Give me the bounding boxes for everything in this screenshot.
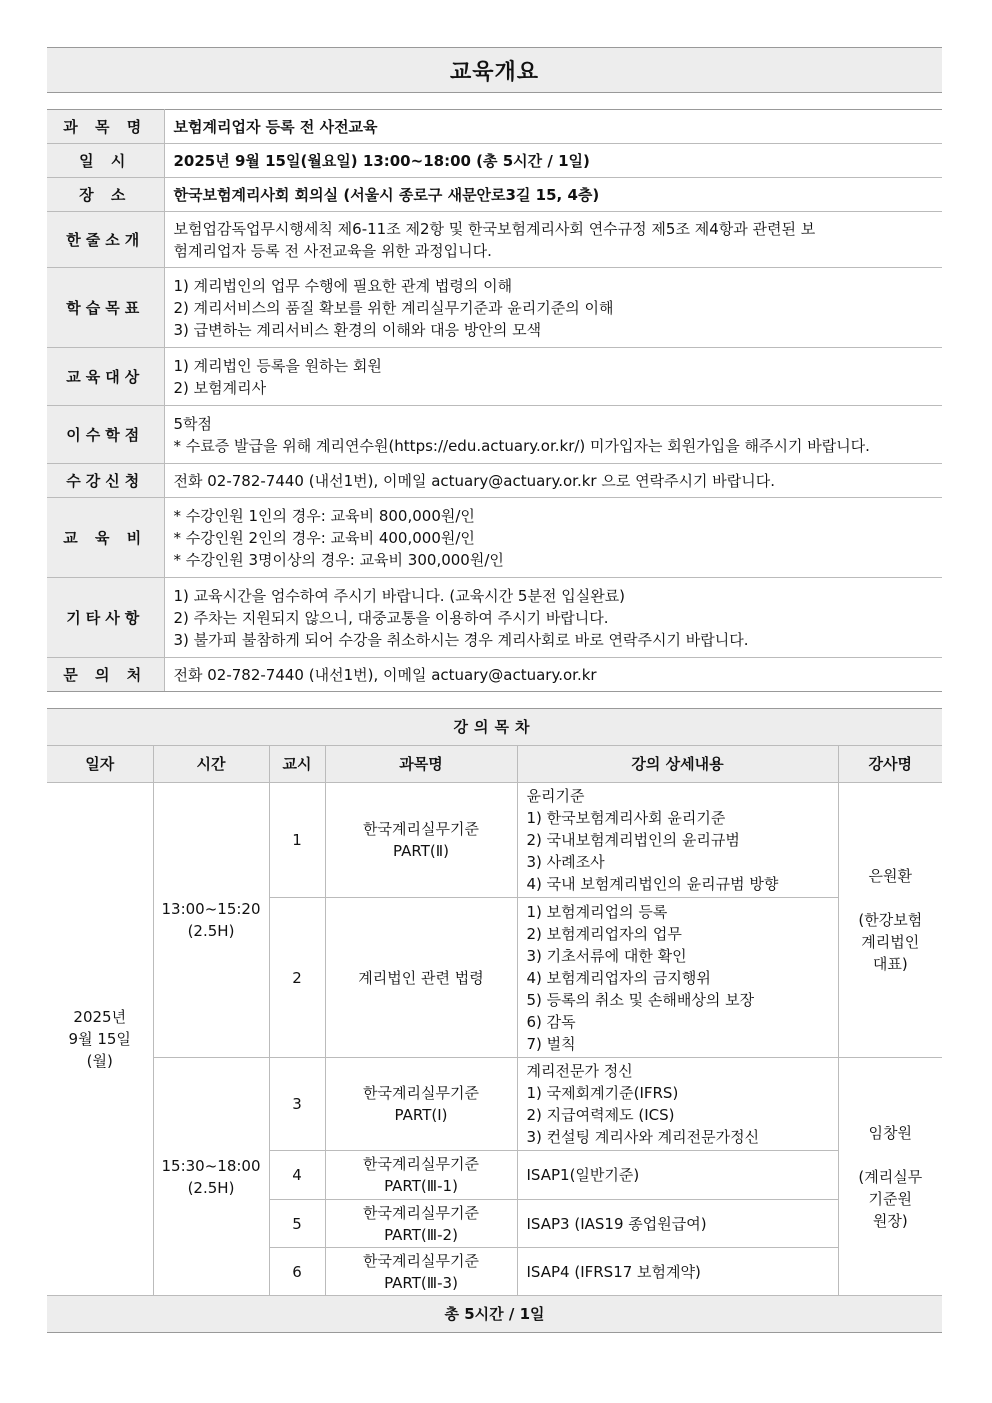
value-line: 3) 불가피 불참하게 되어 수강을 취소하시는 경우 계리사회로 바로 연락주시기 바랍니다. [173, 630, 749, 649]
subject-name [325, 1058, 517, 1151]
lecture-date [47, 783, 153, 1296]
lecture-details [517, 1200, 838, 1248]
value-line: 험계리업자 등록 전 사전교육을 위한 과정입니다. [173, 241, 492, 260]
detail-line: 윤리기준 [526, 787, 585, 805]
detail-line: 6) 감독 [526, 1012, 576, 1031]
detail-line: 3) 컨설팅 계리사와 계리전문가정신 [526, 1128, 760, 1146]
detail-line: 1) 국제회계기준(IFRS) [526, 1084, 679, 1102]
instructor-line: 기준원 [868, 1189, 913, 1208]
row-value [164, 110, 942, 144]
row-label: 이수학점 [47, 406, 164, 464]
subject-name [325, 898, 517, 1058]
value-line: * 수료증 발급을 위해 계리연수원(https://edu.actuary.or.kr/) 미가입자는 회원가입을 해주시기 바랍니다. [173, 436, 870, 455]
lecture-details [517, 783, 838, 898]
detail-line: 계리전문가 정신 [526, 1062, 633, 1080]
instructor [838, 783, 942, 1058]
schedule-table [47, 708, 942, 1333]
detail-line: 1) 보험계리업의 등록 [526, 902, 668, 921]
period-number: 2 [269, 898, 325, 1058]
overview-row [47, 658, 942, 692]
instructor-line [840, 1144, 942, 1166]
detail-line: 4) 국내 보험계리법인의 윤리규범 방향 [526, 875, 779, 893]
detail-line: 3) 기초서류에 대한 확인 [526, 946, 687, 965]
session-time [153, 1058, 269, 1296]
subject-line: 한국계리실무기준 [363, 1251, 479, 1270]
overview-table [47, 109, 942, 692]
overview-row [47, 212, 942, 268]
row-label: 일 시 [47, 144, 164, 178]
row-label: 교육대상 [47, 348, 164, 406]
subject-line: 한국계리실무기준 [363, 1155, 479, 1173]
row-value [164, 464, 942, 498]
value-line: * 수강인원 3명이상의 경우: 교육비 300,000원/인 [173, 550, 504, 569]
period-number: 4 [269, 1151, 325, 1200]
column-header: 교시 [269, 746, 325, 783]
period-number: 1 [269, 783, 325, 898]
value-line: 전화 02-782-7440 (내선1번), 이메일 actuary@actuary.or.kr 으로 연락주시기 바랍니다. [173, 471, 776, 490]
row-label: 한줄소개 [47, 212, 164, 268]
column-header: 과목명 [325, 746, 517, 783]
date-line: 2025년 [73, 1008, 127, 1026]
overview-row [47, 498, 942, 578]
value-line: 2) 주차는 지원되지 않으니, 대중교통을 이용하여 주시기 바랍니다. [173, 608, 609, 627]
value-line: * 수강인원 2인의 경우: 교육비 400,000원/인 [173, 528, 475, 547]
row-label: 수강신청 [47, 464, 164, 498]
document [47, 47, 942, 1333]
schedule-caption: 강의목차 [47, 709, 942, 746]
subject-line: 한국계리실무기준 [363, 1084, 479, 1102]
row-label: 장 소 [47, 178, 164, 212]
subject-line: PART(Ⅲ-1) [384, 1177, 458, 1195]
value-line: 5학점 [173, 414, 213, 433]
value-line: 2) 계리서비스의 품질 확보를 위한 계리실무기준과 윤리기준의 이해 [173, 298, 614, 317]
row-value [164, 578, 942, 658]
subject-name [325, 1200, 517, 1248]
row-label: 기타사항 [47, 578, 164, 658]
overview-row [47, 110, 942, 144]
detail-line: 5) 등록의 취소 및 손해배상의 보장 [526, 990, 755, 1009]
instructor-line: (계리실무 [858, 1167, 923, 1186]
overview-row [47, 268, 942, 348]
detail-line: 1) 한국보험계리사회 윤리기준 [526, 809, 726, 827]
subject-name [325, 1151, 517, 1200]
value-line: 1) 계리법인 등록을 원하는 회원 [173, 356, 382, 375]
period-number: 6 [269, 1248, 325, 1296]
lecture-details [517, 898, 838, 1058]
value-line: * 수강인원 1인의 경우: 교육비 800,000원/인 [173, 506, 475, 525]
value-line: 1) 계리법인의 업무 수행에 필요한 관계 법령의 이해 [173, 276, 513, 295]
subject-name [325, 783, 517, 898]
column-header: 강의 상세내용 [517, 746, 838, 783]
time-line: (2.5H) [187, 922, 235, 940]
subject-line: 한국계리실무기준 [363, 1203, 479, 1222]
row-value [164, 658, 942, 692]
row-label: 문 의 처 [47, 658, 164, 692]
overview-row [47, 178, 942, 212]
row-value [164, 498, 942, 578]
overview-row [47, 144, 942, 178]
value-line: 보험계리업자 등록 전 사전교육 [173, 117, 378, 136]
overview-row [47, 406, 942, 464]
value-line: 2) 보험계리사 [173, 378, 267, 397]
time-line: 15:30~18:00 [161, 1156, 261, 1175]
detail-line: 2) 보험계리업자의 업무 [526, 924, 682, 943]
instructor [838, 1058, 942, 1296]
row-value [164, 144, 942, 178]
value-line: 보험업감독업무시행세칙 제6-11조 제2항 및 한국보험계리사회 연수규정 제5조 제4항과 관련된 보 [173, 219, 816, 238]
date-line: (월) [86, 1052, 113, 1070]
instructor-line: (한강보험 [858, 911, 923, 929]
value-line: 전화 02-782-7440 (내선1번), 이메일 actuary@actuary.or.kr [173, 665, 597, 684]
subject-name [325, 1248, 517, 1296]
row-value [164, 178, 942, 212]
lecture-details [517, 1248, 838, 1296]
column-header: 일자 [47, 746, 153, 783]
date-line: 9월 15일 [68, 1030, 131, 1048]
detail-line: 2) 지급여력제도 (ICS) [526, 1106, 675, 1124]
detail-line: 4) 보험계리업자의 금지행위 [526, 968, 711, 987]
detail-line: ISAP4 (IFRS17 보험계약) [526, 1262, 701, 1281]
instructor-line: 은원환 [868, 867, 913, 885]
row-value [164, 212, 942, 268]
period-number: 5 [269, 1200, 325, 1248]
row-value [164, 268, 942, 348]
value-line: 1) 교육시간을 엄수하여 주시기 바랍니다. (교육시간 5분전 입실완료) [173, 586, 626, 605]
value-line: 2025년 9월 15일(월요일) 13:00~18:00 (총 5시간 / 1일) [173, 151, 590, 170]
column-header: 시간 [153, 746, 269, 783]
row-label: 교 육 비 [47, 498, 164, 578]
session-time [153, 783, 269, 1058]
subject-line: PART(Ⅲ-2) [384, 1225, 458, 1244]
row-value [164, 348, 942, 406]
value-line: 한국보험계리사회 회의실 (서울시 종로구 새문안로3길 15, 4층) [173, 185, 600, 204]
row-label: 과 목 명 [47, 110, 164, 144]
schedule-footer-row [47, 1296, 942, 1333]
column-header: 강사명 [838, 746, 942, 783]
overview-row [47, 464, 942, 498]
subject-line: PART(Ⅲ-3) [384, 1273, 458, 1292]
subject-line: PART(Ⅱ) [393, 842, 449, 860]
instructor-line: 계리법인 [861, 933, 920, 951]
detail-line: 3) 사례조사 [526, 853, 605, 871]
lecture-details [517, 1058, 838, 1151]
subject-line: 한국계리실무기준 [363, 820, 479, 838]
instructor-line: 원장) [872, 1211, 908, 1230]
schedule-total: 총 5시간 / 1일 [47, 1296, 942, 1333]
time-line: (2.5H) [187, 1178, 235, 1197]
subject-line: PART(Ⅰ) [394, 1106, 448, 1124]
lecture-details [517, 1151, 838, 1200]
table-row [47, 783, 942, 898]
time-line: 13:00~15:20 [161, 900, 261, 918]
instructor-line [840, 887, 942, 909]
detail-line: ISAP1(일반기준) [526, 1166, 640, 1184]
schedule-header-row [47, 746, 942, 783]
page-title: 교육개요 [47, 47, 942, 93]
detail-line: ISAP3 (IAS19 종업원급여) [526, 1214, 707, 1233]
instructor-line: 대표) [872, 955, 908, 973]
row-label: 학습목표 [47, 268, 164, 348]
detail-line: 2) 국내보험계리법인의 윤리규범 [526, 831, 740, 849]
overview-row [47, 578, 942, 658]
table-row [47, 1058, 942, 1151]
instructor-line: 임창원 [868, 1123, 913, 1142]
schedule-caption-row [47, 709, 942, 746]
overview-row [47, 348, 942, 406]
value-line: 3) 급변하는 계리서비스 환경의 이해와 대응 방안의 모색 [173, 320, 542, 339]
detail-line: 7) 벌칙 [526, 1034, 576, 1053]
row-value [164, 406, 942, 464]
period-number: 3 [269, 1058, 325, 1151]
subject-line: 계리법인 관련 법령 [358, 968, 484, 987]
